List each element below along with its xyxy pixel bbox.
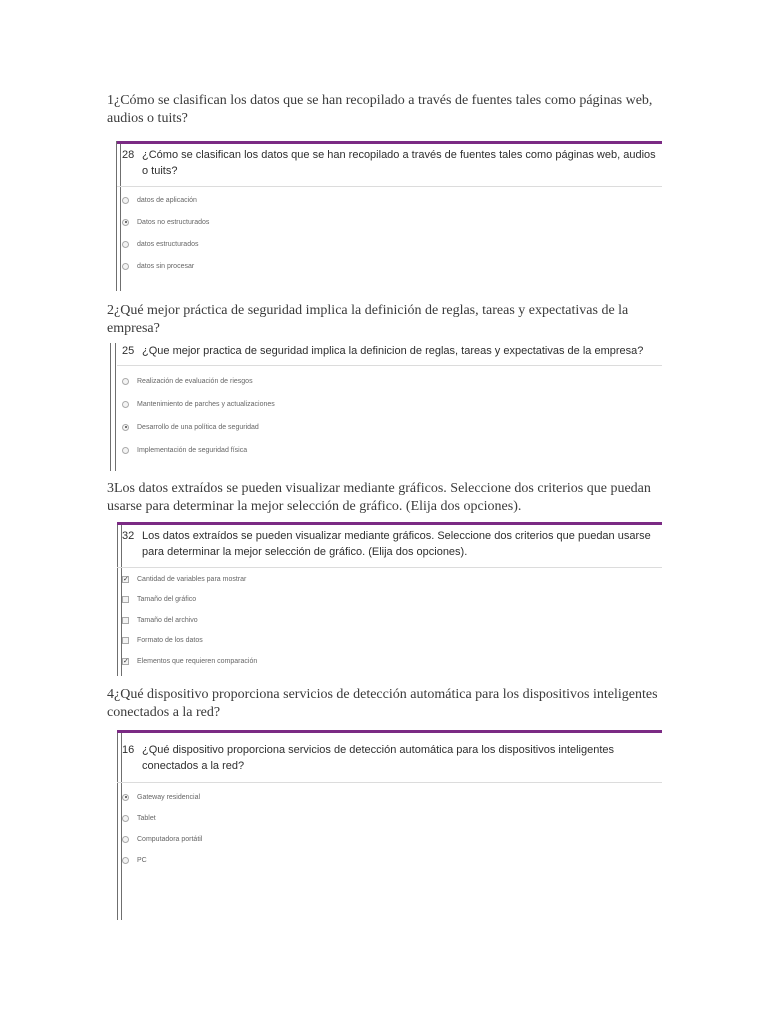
radio-selected[interactable]: [122, 219, 129, 226]
option-label: Mantenimiento de parches y actualizaciones: [137, 400, 275, 408]
answer-option[interactable]: [122, 853, 147, 867]
accent-bar: [117, 141, 662, 144]
question-heading: [122, 742, 660, 774]
checkbox-checked[interactable]: ✓: [123, 657, 129, 665]
radio-unselected[interactable]: [122, 241, 129, 248]
question-prompt: ¿Que mejor practica de seguridad implica la definicion de reglas, tareas y expectativas de la empresa?: [142, 345, 644, 357]
answer-option[interactable]: [122, 811, 156, 825]
answer-option[interactable]: [122, 397, 275, 411]
answer-option[interactable]: [122, 572, 246, 586]
checkbox-checked[interactable]: ✓: [123, 575, 129, 583]
answer-option[interactable]: [122, 654, 257, 668]
radio-unselected[interactable]: [122, 378, 129, 385]
option-label: datos de aplicación: [137, 196, 197, 204]
option-label: Desarrollo de una política de seguridad: [137, 423, 259, 431]
answer-option[interactable]: [122, 593, 196, 607]
frame-border: [120, 141, 121, 291]
question-number: 32: [122, 530, 135, 542]
radio-unselected[interactable]: [122, 197, 129, 204]
accent-bar: [117, 522, 662, 525]
question-title: 4¿Qué dispositivo proporciona servicios de detección automática para los dispositivos inteligentes conectados a la red?: [107, 687, 658, 720]
radio-unselected[interactable]: [122, 263, 129, 270]
question-number: 28: [122, 149, 135, 161]
answer-option[interactable]: [122, 259, 194, 273]
answer-option[interactable]: [122, 613, 198, 627]
option-label: Gateway residencial: [137, 793, 201, 801]
option-label: Tablet: [137, 814, 156, 822]
frame-border: [115, 343, 116, 471]
answer-option[interactable]: [122, 237, 198, 251]
question-prompt: ¿Cómo se clasifican los datos que se han recopilado a través de fuentes tales como páginas web, audios o tuits?: [142, 149, 656, 177]
answer-option[interactable]: [122, 443, 247, 457]
separator: [117, 567, 662, 568]
question-heading: [122, 343, 660, 359]
radio-unselected[interactable]: [122, 857, 129, 864]
question-screenshot: [107, 343, 662, 471]
frame-border: [116, 141, 117, 291]
question-screenshot: [107, 522, 662, 676]
separator: [117, 782, 662, 783]
accent-bar: [117, 730, 662, 733]
option-label: PC: [137, 856, 147, 864]
radio-unselected[interactable]: [122, 836, 129, 843]
question-heading: [122, 528, 660, 560]
option-label: datos estructurados: [137, 240, 199, 248]
answer-option[interactable]: [122, 374, 253, 388]
option-label: Cantidad de variables para mostrar: [137, 575, 247, 583]
radio-unselected[interactable]: [122, 815, 129, 822]
answer-option[interactable]: [122, 790, 200, 804]
answer-option[interactable]: [122, 215, 209, 229]
option-label: Formato de los datos: [137, 637, 203, 644]
option-label: Computadora portátil: [137, 835, 203, 843]
question-prompt: Los datos extraídos se pueden visualizar mediante gráficos. Seleccione dos criterios que puedan usarse para determinar la mejor selección de gráfico. (Elija dos opciones).: [142, 530, 651, 558]
radio-unselected[interactable]: [122, 401, 129, 408]
option-label: Tamaño del archivo: [137, 616, 198, 624]
checkbox-unchecked[interactable]: [122, 596, 129, 603]
question-title: 2¿Qué mejor práctica de seguridad implica la definición de reglas, tareas y expectativas de la empresa?: [107, 303, 629, 336]
frame-border: [117, 522, 118, 676]
answer-option[interactable]: [122, 634, 203, 648]
frame-border: [110, 343, 111, 471]
radio-unselected[interactable]: [122, 447, 129, 454]
option-label: Implementación de seguridad física: [137, 446, 248, 454]
checkbox-unchecked[interactable]: [122, 637, 129, 644]
question-screenshot: [107, 730, 662, 920]
question-prompt: ¿Qué dispositivo proporciona servicios de detección automática para los dispositivos inteligentes conectados a la red?: [142, 744, 615, 772]
answer-option[interactable]: [122, 193, 197, 207]
radio-selected[interactable]: [122, 424, 129, 431]
frame-border: [117, 730, 118, 920]
radio-selected[interactable]: [122, 794, 129, 801]
question-heading: [122, 147, 660, 179]
question-screenshot: [107, 141, 662, 291]
question-title: 3Los datos extraídos se pueden visualizar mediante gráficos. Seleccione dos criterios que puedan usarse para determinar la mejor selección de gráfico. (Elija dos opciones).: [107, 481, 651, 514]
question-number: 16: [122, 744, 135, 756]
separator: [117, 365, 662, 366]
option-label: Datos no estructurados: [137, 218, 210, 226]
answer-option[interactable]: [122, 832, 202, 846]
question-number: 25: [122, 345, 135, 357]
option-label: Realización de evaluación de riesgos: [137, 377, 253, 385]
separator: [117, 186, 662, 187]
checkbox-unchecked[interactable]: [122, 617, 129, 624]
option-label: datos sin procesar: [137, 262, 195, 270]
option-label: Tamaño del gráfico: [137, 596, 197, 603]
question-title: 1¿Cómo se clasifican los datos que se han recopilado a través de fuentes tales como páginas web, audios o tuits?: [107, 93, 653, 126]
option-label: Elementos que requieren comparación: [137, 657, 258, 665]
answer-option[interactable]: [122, 420, 259, 434]
